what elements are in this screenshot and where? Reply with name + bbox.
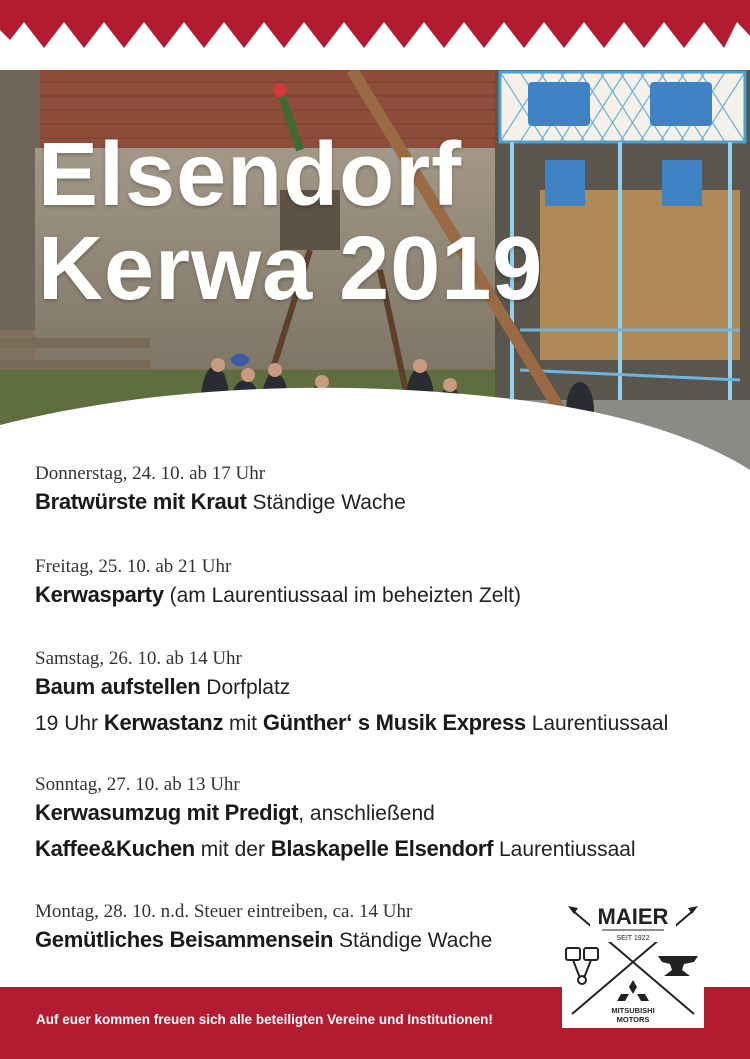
schedule-day-saturday xyxy=(35,647,668,740)
event-performer: Blaskapelle Elsendorf xyxy=(270,836,494,861)
pistons-icon xyxy=(566,948,598,984)
event-location: (am Laurentiussaal im beheizten Zelt) xyxy=(169,584,521,607)
event-title: Kaffee&Kuchen xyxy=(35,836,195,861)
event-title: Baum aufstellen xyxy=(35,674,201,699)
schedule-day-sunday xyxy=(35,773,636,866)
event-location: Laurentiussaal xyxy=(531,712,669,735)
event-title: Kerwastanz xyxy=(103,710,224,735)
day-date: Samstag, 26. 10. ab 14 Uhr xyxy=(35,648,242,669)
event-title: Bratwürste mit Kraut xyxy=(35,489,247,514)
event-title: Kerwasparty xyxy=(35,582,164,607)
day-date: Montag, 28. 10. n.d. Steuer eintreiben, ca. 14 Uhr xyxy=(35,901,413,922)
event-location: Dorfplatz xyxy=(206,676,291,699)
schedule-day-friday xyxy=(35,555,521,612)
day-date: Sonntag, 27. 10. ab 13 Uhr xyxy=(35,774,240,795)
event-line xyxy=(35,924,492,957)
logo-brand-line-1: MITSUBISHI xyxy=(611,1006,655,1015)
schedule-day-thursday xyxy=(35,462,406,519)
event-connector: mit der xyxy=(200,838,265,861)
top-zigzag-band xyxy=(0,0,750,48)
event-location: Laurentiussaal xyxy=(499,838,636,861)
event-location: Ständige Wache xyxy=(339,929,493,952)
day-date: Freitag, 25. 10. ab 21 Uhr xyxy=(35,556,232,577)
event-line xyxy=(35,707,668,740)
schedule-day-monday xyxy=(35,900,492,957)
event-suffix: , anschließend xyxy=(298,802,435,825)
event-line xyxy=(35,671,668,704)
event-line xyxy=(35,833,636,866)
title-line-1: Elsendorf xyxy=(38,125,463,225)
footer-text: Auf euer kommen freuen sich alle beteiligten Vereine und Institutionen! xyxy=(36,1012,493,1027)
event-time: 19 Uhr xyxy=(35,712,99,735)
event-location: Ständige Wache xyxy=(252,491,406,514)
sponsor-logo xyxy=(562,894,704,1028)
event-line xyxy=(35,579,521,612)
event-line xyxy=(35,797,636,830)
event-title: Kerwasumzug mit Predigt xyxy=(35,800,299,825)
title-line-2: Kerwa 2019 xyxy=(38,219,544,319)
mitsubishi-diamonds-icon xyxy=(617,980,649,1001)
event-performer: Günther‘ s Musik Express xyxy=(262,710,526,735)
event-connector: mit xyxy=(229,712,257,735)
event-line xyxy=(35,486,406,519)
logo-name: MAIER xyxy=(597,904,669,929)
event-title: Gemütliches Beisammensein xyxy=(35,927,334,952)
day-date: Donnerstag, 24. 10. ab 17 Uhr xyxy=(35,463,266,484)
logo-since: SEIT 1922 xyxy=(616,935,650,942)
anvil-icon xyxy=(658,956,698,976)
event-title xyxy=(38,125,544,319)
logo-brand-line-2: MOTORS xyxy=(616,1015,650,1024)
